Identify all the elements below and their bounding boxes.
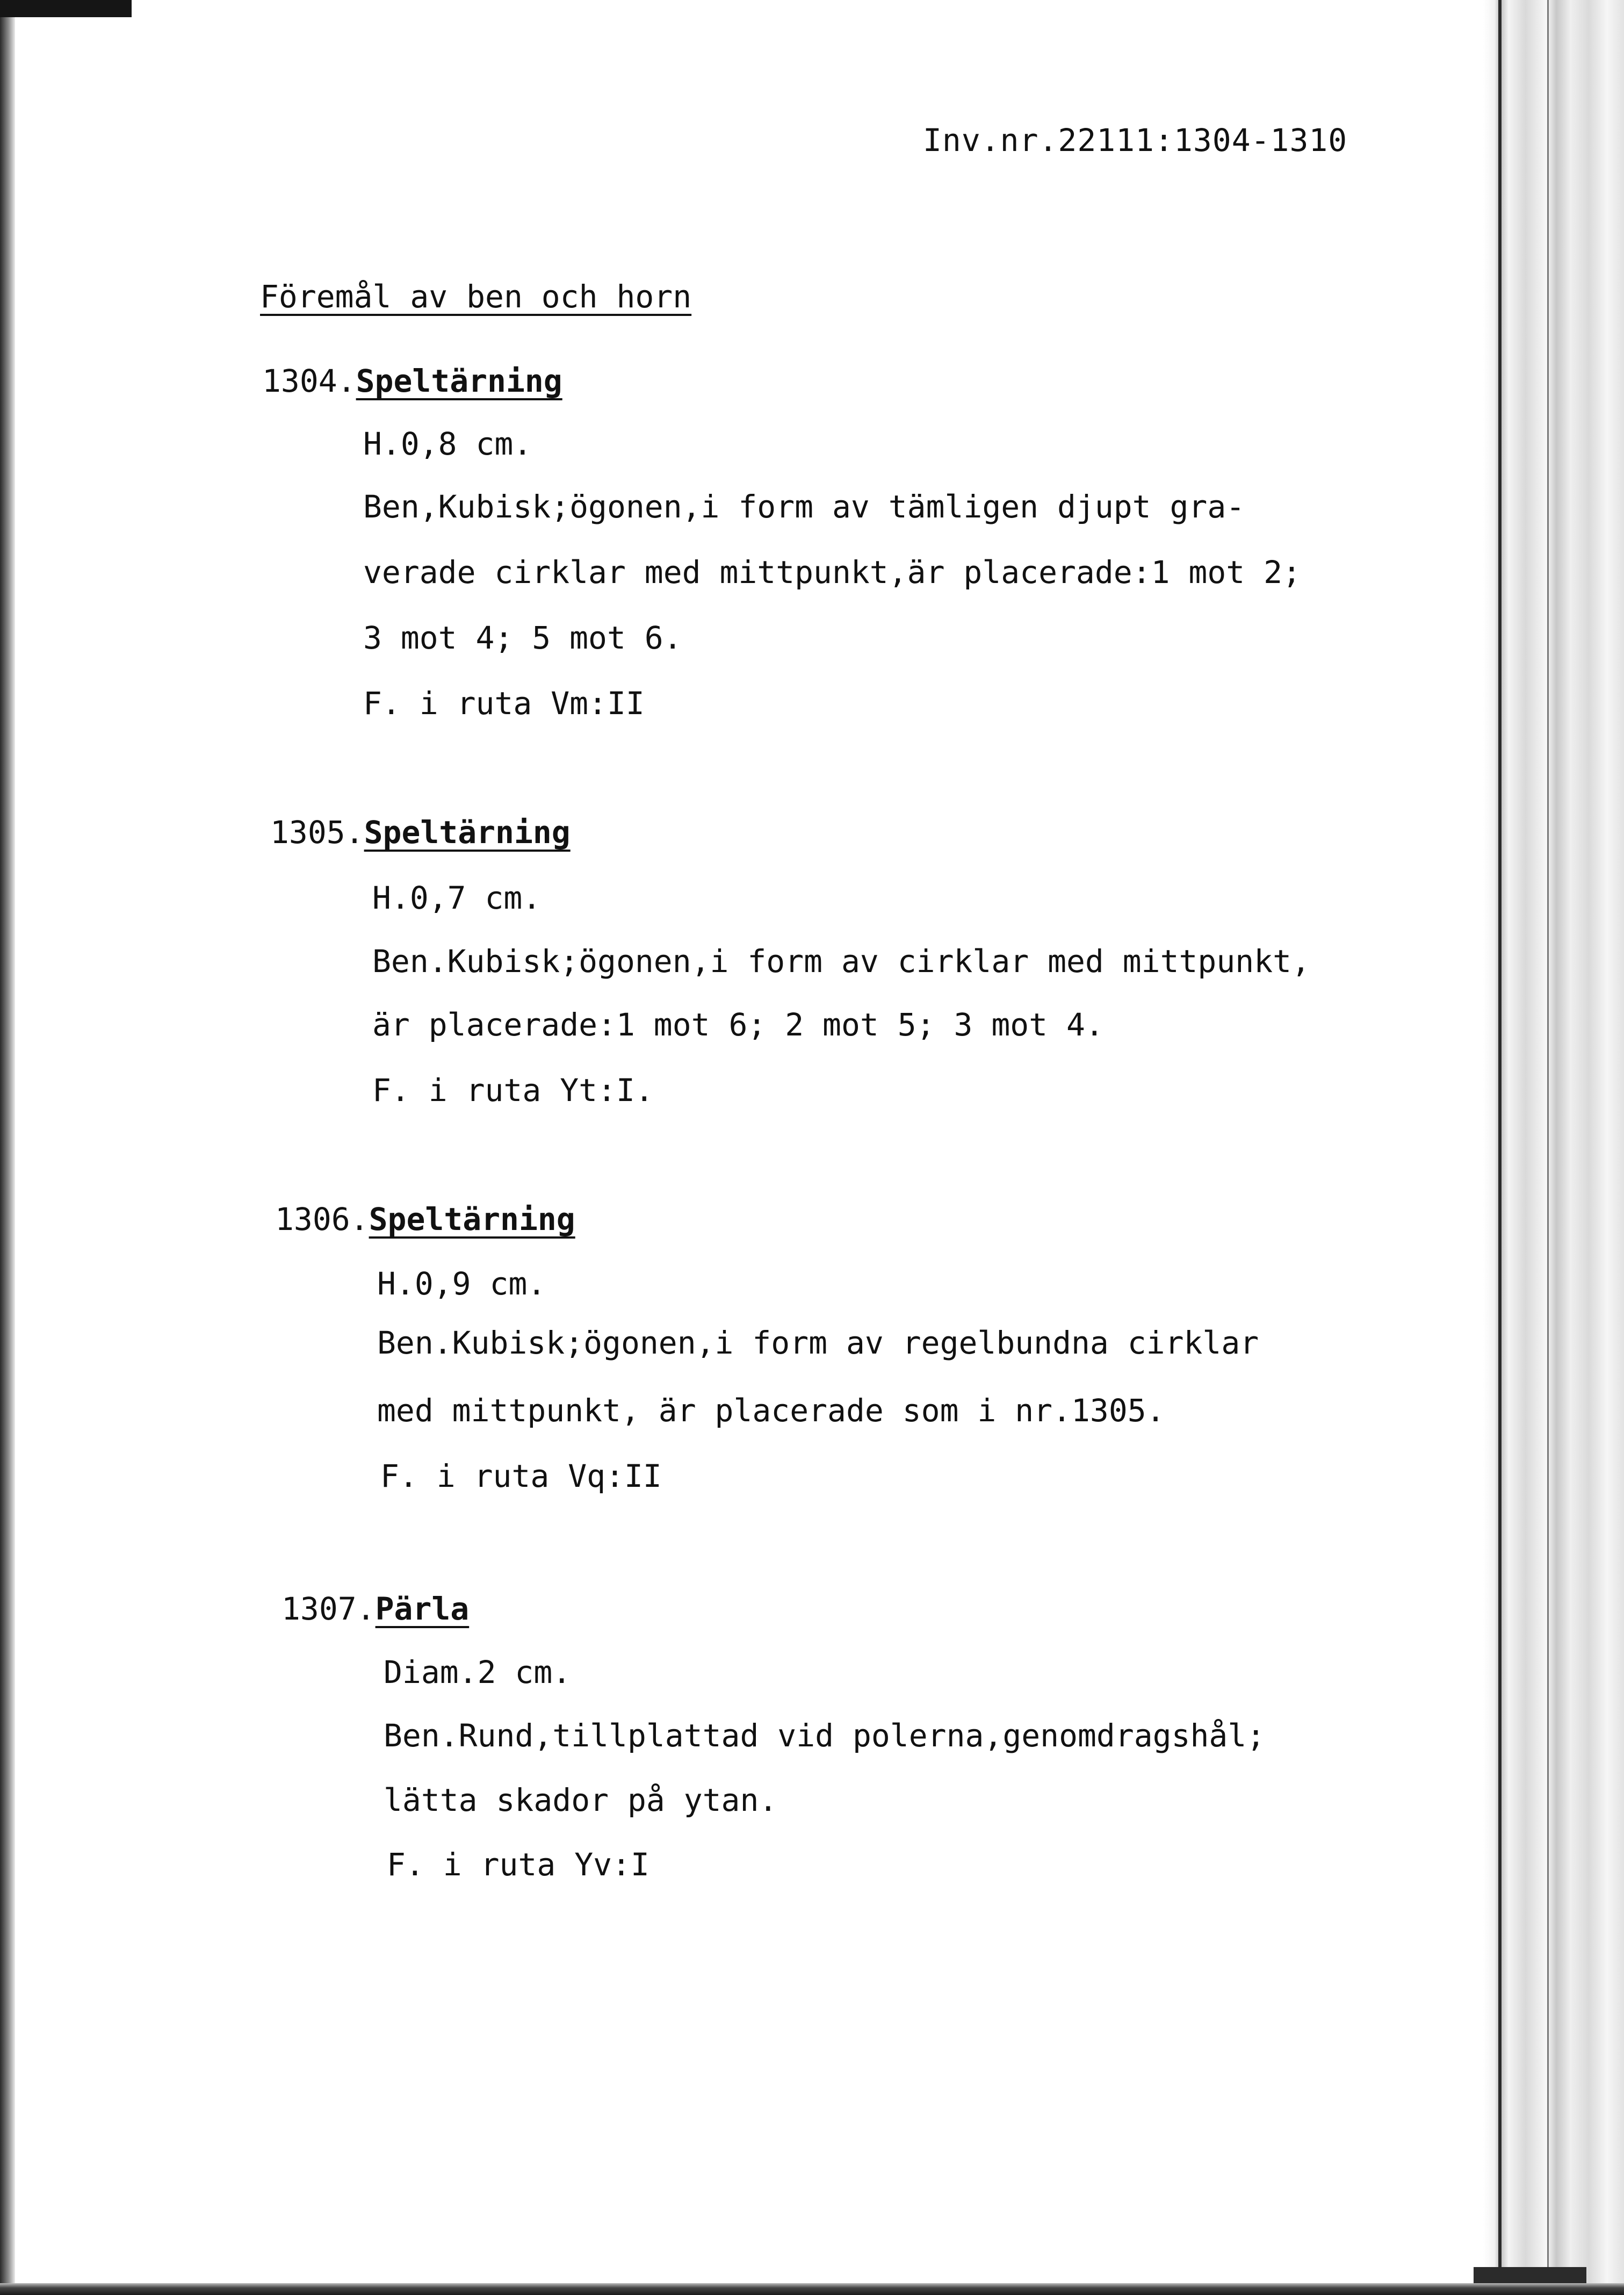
- entry-line: F. i ruta Vm:II: [363, 685, 645, 722]
- entry-line: lätta skador på ytan.: [384, 1782, 778, 1818]
- entry-line: Ben.Kubisk;ögonen,i form av cirklar med mittpunkt,: [372, 943, 1310, 980]
- entry-line: är placerade:1 mot 6; 2 mot 5; 3 mot 4.: [372, 1006, 1104, 1043]
- entry-line: H.0,7 cm.: [372, 880, 542, 916]
- entry-heading: [282, 1591, 470, 1627]
- entry-line: med mittpunkt, är placerade som i nr.1305.: [377, 1392, 1165, 1429]
- entry-line: F. i ruta Yt:I.: [372, 1072, 654, 1109]
- entry-name: Speltärning: [369, 1201, 575, 1238]
- entry-line: Ben,Kubisk;ögonen,i form av tämligen djupt gra-: [363, 488, 1245, 525]
- inventory-number: Inv.nr.22111:1304-1310: [923, 122, 1348, 159]
- entry-line: Diam.2 cm.: [384, 1654, 572, 1690]
- entry-number: 1305.: [270, 814, 364, 851]
- entry-name: Pärla: [375, 1591, 470, 1627]
- entry-line: F. i ruta Yv:I: [387, 1846, 649, 1883]
- entry-line: Ben.Kubisk;ögonen,i form av regelbundna cirklar: [377, 1325, 1259, 1361]
- entry-heading: [270, 814, 571, 851]
- entry-number: 1304.: [262, 363, 356, 399]
- entry-name: Speltärning: [356, 363, 562, 399]
- entry-line: verade cirklar med mittpunkt,är placerade:1 mot 2;: [363, 554, 1301, 591]
- entry-line: 3 mot 4; 5 mot 6.: [363, 620, 682, 656]
- entry-name: Speltärning: [364, 814, 571, 851]
- entry-heading: [275, 1201, 575, 1238]
- entry-heading: [262, 365, 562, 397]
- entry-number: 1307.: [282, 1591, 376, 1627]
- entry-line: F. i ruta Vq:II: [380, 1458, 662, 1494]
- entry-line: H.0,9 cm.: [377, 1265, 546, 1302]
- section-title: Föremål av ben och horn: [260, 278, 692, 315]
- entry-line: H.0,8 cm.: [363, 426, 532, 462]
- entry-line: Ben.Rund,tillplattad vid polerna,genomdragshål;: [384, 1717, 1266, 1754]
- entry-number: 1306.: [275, 1201, 369, 1238]
